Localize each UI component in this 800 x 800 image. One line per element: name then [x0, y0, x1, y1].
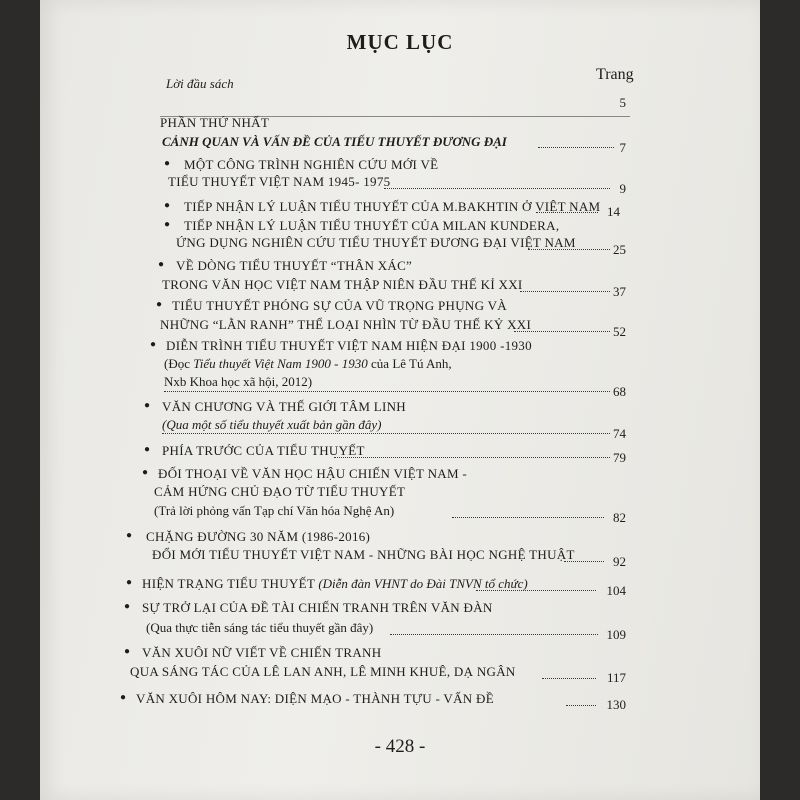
toc-page-number: 130 — [606, 697, 626, 712]
toc-entry-label: VĂN CHƯƠNG VÀ THẾ GIỚI TÂM LINH — [162, 399, 406, 414]
toc-entry-label: VỀ DÒNG TIỂU THUYẾT “THÂN XÁC” — [176, 258, 413, 273]
toc-page-number: 14 — [607, 204, 620, 219]
bullet-icon: ● — [150, 339, 157, 350]
page-column-header: Trang — [596, 66, 634, 83]
toc-entry-subtitle: (Qua thực tiễn sáng tác tiểu thuyết gần đây) — [146, 620, 374, 635]
toc-page-number: 5 — [619, 95, 626, 110]
toc-page-number: 92 — [613, 554, 626, 569]
toc-entry-label: NHỮNG “LẰN RANH” THỂ LOẠI NHÌN TỪ ĐẦU THẾ KỶ XXI — [160, 317, 532, 332]
toc-entry-label: ĐỐI THOẠI VỀ VĂN HỌC HẬU CHIẾN VIỆT NAM - — [158, 466, 468, 481]
toc-entry-label: DIỄN TRÌNH TIỂU THUYẾT VIỆT NAM HIỆN ĐẠI 1900 -1930 — [166, 338, 532, 353]
toc-page-number: 109 — [606, 627, 626, 642]
toc-entry-label: TIỂU THUYẾT PHÓNG SỰ CỦA VŨ TRỌNG PHỤNG VÀ — [172, 298, 507, 313]
leader-dots — [164, 391, 610, 392]
entry-note: (Diễn đàn VHNT do Đài TNVN tổ chức) — [315, 576, 528, 591]
subtitle-text: (Đọc — [164, 356, 194, 371]
toc-entry-label: QUA SÁNG TÁC CỦA LÊ LAN ANH, LÊ MINH KHUÊ, DẠ NGÂN — [130, 664, 516, 679]
bullet-icon: ● — [144, 400, 151, 411]
leader-dots — [334, 457, 610, 458]
bullet-icon: ● — [126, 530, 133, 541]
toc-entry-label — [142, 576, 528, 592]
bullet-icon: ● — [158, 259, 165, 270]
toc-entry-subtitle: (Qua một số tiểu thuyết xuất bản gần đây) — [162, 417, 382, 432]
toc-entry-label: CẢNH QUAN VÀ VẤN ĐỀ CỦA TIỂU THUYẾT ĐƯƠNG ĐẠI — [162, 134, 507, 149]
toc-entry-label: TIẾP NHẬN LÝ LUẬN TIỂU THUYẾT CỦA M.BAKHTIN Ở VIỆT NAM — [184, 199, 601, 214]
subtitle-text: của Lê Tú Anh, — [367, 356, 452, 371]
bullet-icon: ● — [142, 467, 149, 478]
toc-page-number: 74 — [613, 426, 626, 441]
bullet-icon: ● — [164, 219, 171, 230]
book-page — [40, 0, 760, 800]
toc-entry-subtitle: Nxb Khoa học xã hội, 2012) — [164, 374, 313, 389]
leader-dots — [390, 634, 598, 635]
page-title: MỤC LỤC — [346, 30, 454, 54]
toc-entry-label: CẢM HỨNG CHỦ ĐẠO TỪ TIỂU THUYẾT — [154, 484, 406, 499]
leader-dots — [162, 433, 610, 434]
leader-dots — [476, 590, 596, 591]
bullet-icon: ● — [164, 158, 171, 169]
toc-entry-label: TIẾP NHẬN LÝ LUẬN TIỂU THUYẾT CỦA MILAN KUNDERA, — [184, 218, 560, 233]
toc-entry-label: MỘT CÔNG TRÌNH NGHIÊN CỨU MỚI VỀ — [184, 157, 439, 172]
toc-page-number: 117 — [606, 670, 626, 685]
bullet-icon: ● — [124, 646, 131, 657]
page-footer-number: - 428 - — [374, 736, 426, 757]
toc-page-number: 9 — [619, 181, 626, 196]
toc-page-number: 25 — [613, 242, 626, 257]
toc-entry-label: TIỂU THUYẾT VIỆT NAM 1945- 1975 — [168, 174, 391, 189]
toc-entry-subtitle — [164, 356, 452, 372]
toc-page-number: 82 — [613, 510, 626, 525]
toc-entry-label: Lời đầu sách — [166, 76, 234, 91]
toc-entry-label: CHẶNG ĐƯỜNG 30 NĂM (1986-2016) — [146, 529, 371, 544]
toc-entry-label: TRONG VĂN HỌC VIỆT NAM THẬP NIÊN ĐẦU THẾ KỈ XXI — [162, 277, 523, 292]
toc-page-number: 68 — [613, 384, 626, 399]
toc-entry-label: ỨNG DỤNG NGHIÊN CỨU TIỂU THUYẾT ĐƯƠNG ĐẠI VIỆT NAM — [176, 235, 576, 250]
bullet-icon: ● — [156, 299, 163, 310]
entry-title: HIỆN TRẠNG TIỂU THUYẾT — [142, 576, 316, 591]
leader-dots — [384, 188, 610, 189]
leader-dots — [452, 517, 604, 518]
toc-entry-label: PHÍA TRƯỚC CỦA TIỂU THUYẾT — [162, 443, 365, 458]
section-label: PHẦN THỨ NHẤT — [160, 115, 270, 130]
toc-entry-label: SỰ TRỞ LẠI CỦA ĐỀ TÀI CHIẾN TRANH TRÊN VĂN ĐÀN — [142, 600, 493, 615]
bullet-icon: ● — [120, 692, 127, 703]
bullet-icon: ● — [124, 601, 131, 612]
toc-entry-label: ĐỔI MỚI TIỂU THUYẾT VIỆT NAM - NHỮNG BÀI HỌC NGHỆ THUẬT — [152, 547, 575, 562]
toc-page-number: 104 — [606, 583, 626, 598]
toc-entry-subtitle: (Trả lời phỏng vấn Tạp chí Văn hóa Nghệ An) — [154, 503, 395, 518]
toc-page-number: 79 — [613, 450, 626, 465]
toc-page-number: 7 — [619, 140, 626, 155]
bullet-icon: ● — [164, 200, 171, 211]
toc-entry-label: VĂN XUÔI HÔM NAY: DIỆN MẠO - THÀNH TỰU - VẤN ĐỀ — [136, 691, 494, 706]
toc-page-number: 37 — [613, 284, 626, 299]
toc-page-number: 52 — [613, 324, 626, 339]
bullet-icon: ● — [144, 444, 151, 455]
toc-entry-label: VĂN XUÔI NỮ VIẾT VỀ CHIẾN TRANH — [142, 645, 382, 660]
bullet-icon: ● — [126, 577, 133, 588]
book-title: Tiểu thuyết Việt Nam 1900 - 1930 — [193, 356, 368, 371]
